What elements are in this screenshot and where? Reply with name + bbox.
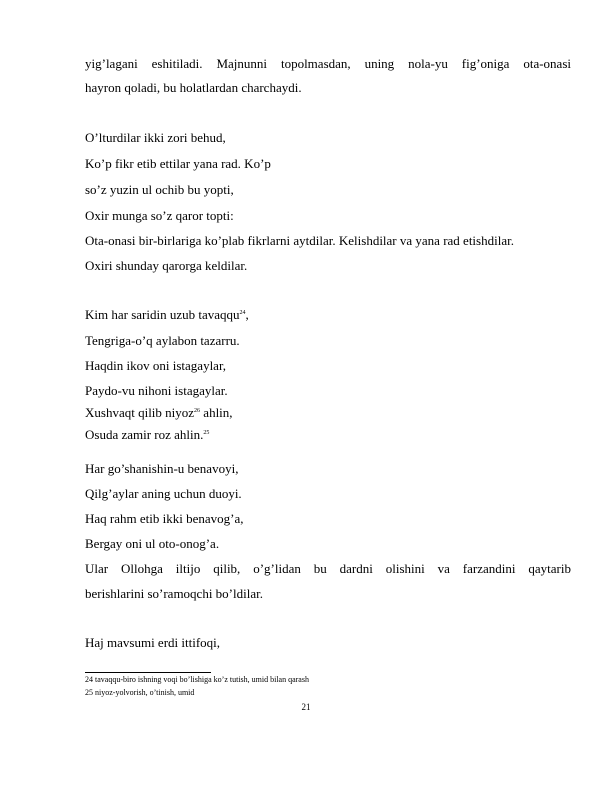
verse-line: Ko’p fikr etib ettilar yana rad. Ko’p <box>85 156 271 171</box>
verse-line <box>85 405 571 421</box>
verse-line: Haj mavsumi erdi ittifoqi, <box>85 635 221 650</box>
verse-text: Kim har saridin uzub tavaqqu <box>85 307 240 322</box>
verse-text: , <box>245 307 249 322</box>
verse-line: Haq rahm etib ikki benavog’a, <box>85 511 244 526</box>
footnote: 24 tavaqqu-biro ishning voqi bo’lishiga ko’z tutish, umid bilan qarash <box>85 675 309 684</box>
paragraph-line: Ular Ollohga iltijo qilib, o’g’lidan bu dardni olishini va farzandini qaytarib <box>85 561 571 576</box>
footnote-ref: 25 <box>203 430 210 436</box>
verse-line: Oxir munga so’z qaror topti: <box>85 208 234 223</box>
verse-line: Tengriga-o’q aylabon tazarru. <box>85 333 240 348</box>
verse-line: so’z yuzin ul ochib bu yopti, <box>85 182 234 197</box>
verse-line <box>85 307 571 323</box>
prose-line: Oxiri shunday qarorga keldilar. <box>85 258 248 273</box>
verse-line: Paydo-vu nihoni istagaylar. <box>85 383 228 398</box>
verse-line <box>85 427 571 443</box>
footnote-divider <box>85 672 211 673</box>
verse-line: Qilg’aylar aning uchun duoyi. <box>85 486 242 501</box>
footnote-ref: 24 <box>239 310 246 316</box>
prose-line: Ota-onasi bir-birlariga ko’plab fikrlarni aytdilar. Kelishdilar va yana rad etishdilar. <box>85 233 514 248</box>
paragraph-line: hayron qoladi, bu holatlardan charchaydi. <box>85 80 302 95</box>
verse-text: Osuda zamir roz ahlin. <box>85 427 204 442</box>
footnote-ref: 26 <box>194 408 201 414</box>
verse-line: Har go’shanishin-u benavoyi, <box>85 461 239 476</box>
verse-line: O’lturdilar ikki zori behud, <box>85 130 226 145</box>
verse-text: ahlin, <box>200 405 233 420</box>
verse-line: Bergay oni ul oto-onog’a. <box>85 536 220 551</box>
footnote: 25 niyoz-yolvorish, o’tinish, umid <box>85 688 195 697</box>
page-number: 21 <box>301 702 311 712</box>
verse-line: Haqdin ikov oni istagaylar, <box>85 358 227 373</box>
paragraph-line: yig’lagani eshitiladi. Majnunni topolmasdan, uning nola-yu fig’oniga ota-onasi <box>85 56 571 71</box>
paragraph-line: berishlarini so’ramoqchi bo’ldilar. <box>85 586 263 601</box>
verse-text: Xushvaqt qilib niyoz <box>85 405 195 420</box>
